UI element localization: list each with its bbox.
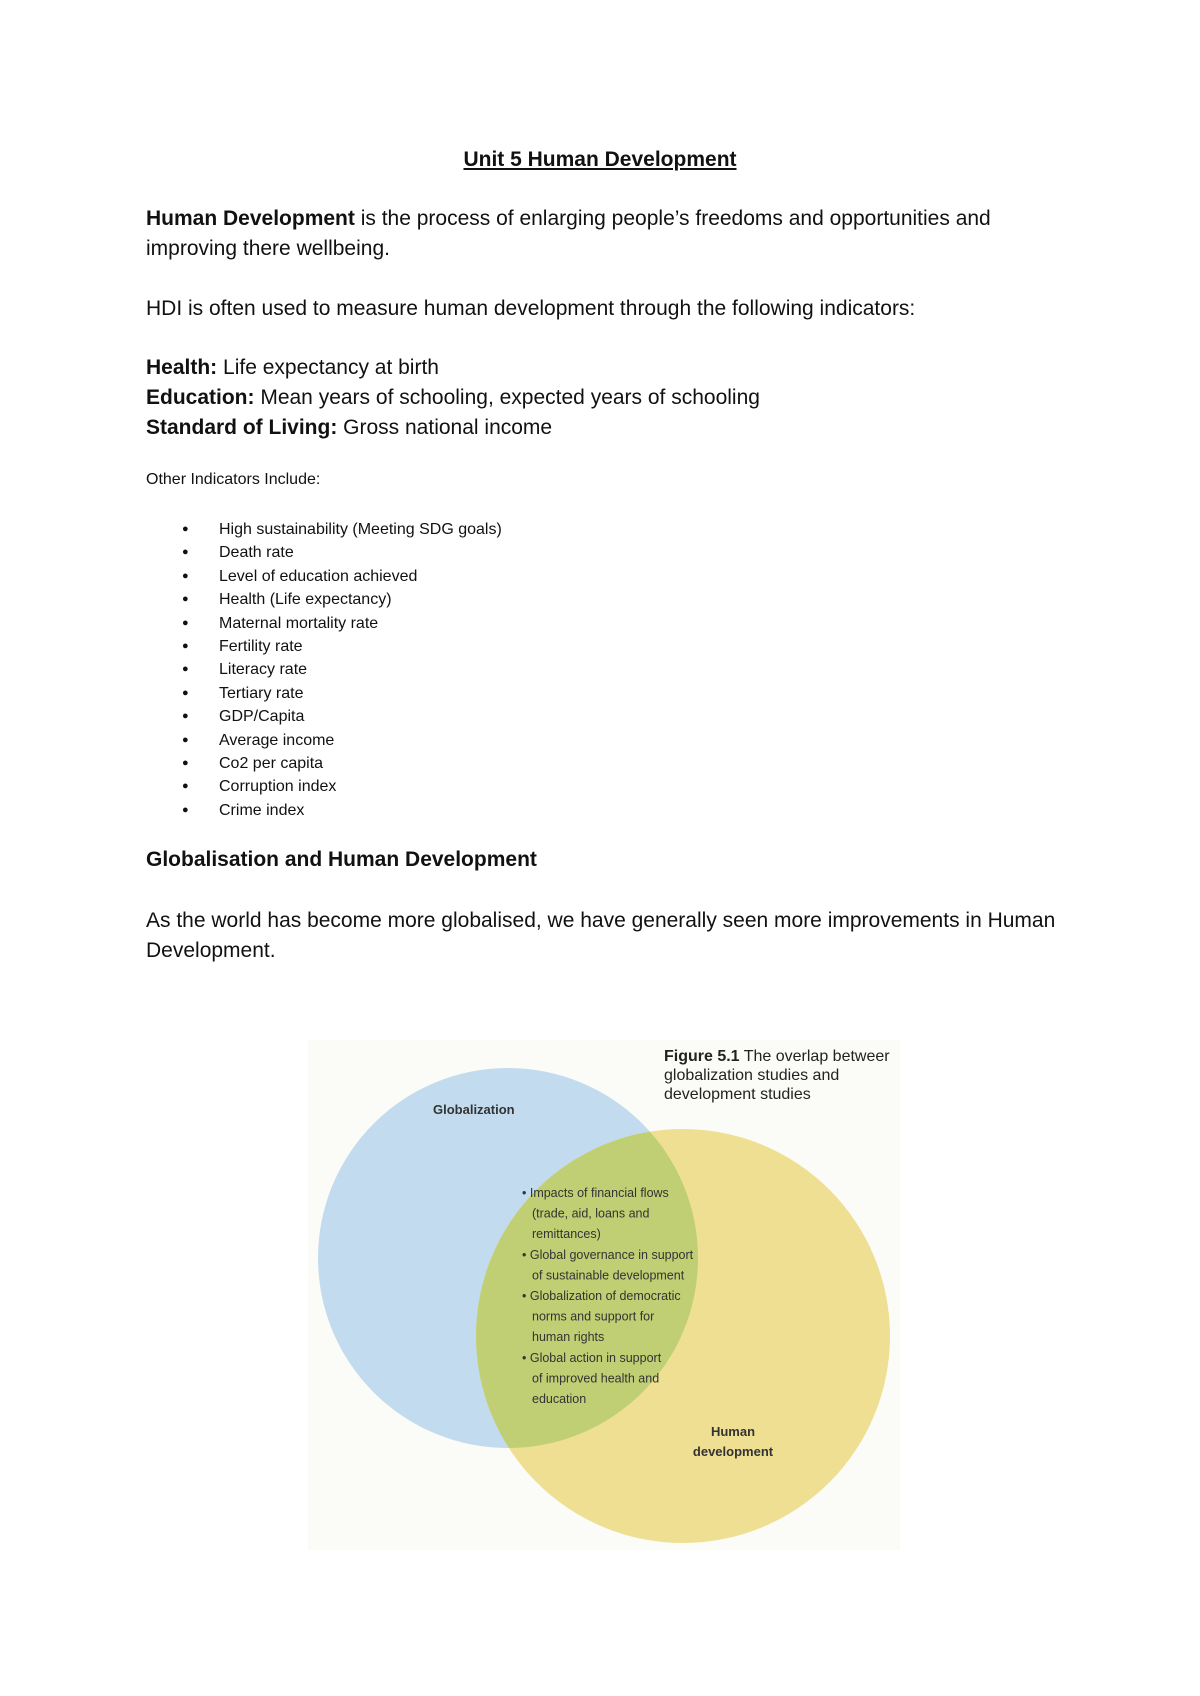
indicator-living	[146, 413, 760, 443]
other-indicators-list	[146, 518, 502, 822]
indicator-health	[146, 353, 760, 383]
figure-caption-line	[664, 1048, 890, 1065]
figure-caption-label: Figure 5.1	[664, 1048, 740, 1065]
section-heading: Globalisation and Human Development	[146, 848, 537, 871]
indicator-label: Health:	[146, 356, 218, 379]
indicator-text: Life expectancy at birth	[217, 356, 439, 379]
venn-figure	[308, 1040, 900, 1550]
definition-term: Human Development	[146, 207, 355, 230]
indicator-text: Mean years of schooling, expected years of schooling	[254, 386, 760, 409]
indicator-label: Education:	[146, 386, 255, 409]
human-development-label: Human	[710, 1424, 756, 1439]
list-item: ● Co2 per capita	[146, 752, 502, 775]
overlap-bullet-line: • Impacts of financial flows	[522, 1186, 669, 1200]
list-item: ● Tertiary rate	[146, 682, 502, 705]
list-item: ● Literacy rate	[146, 658, 502, 681]
list-item: ● High sustainability (Meeting SDG goals)	[146, 518, 502, 541]
list-item: ● Crime index	[146, 799, 502, 822]
list-item: ● GDP/Capita	[146, 705, 502, 728]
overlap-bullet-line: remittances)	[532, 1227, 601, 1242]
figure-caption-text: The overlap betweer	[739, 1048, 890, 1065]
globalization-label: Globalization	[433, 1102, 515, 1117]
definition-text: is the process of enlarging people’s freedoms and opportunities and improving there wellbeing.	[146, 207, 991, 260]
human-development-label: development	[692, 1444, 774, 1459]
overlap-bullet-line: education	[532, 1392, 587, 1406]
page-title: Unit 5 Human Development	[463, 148, 737, 171]
list-item: ● Health (Life expectancy)	[146, 588, 502, 611]
overlap-bullet-line: • Global governance in support	[522, 1247, 694, 1262]
overlap-bullet-line: • Globalization of democratic	[522, 1289, 681, 1303]
list-item: ● Corruption index	[146, 775, 502, 798]
hdi-indicators	[146, 353, 760, 443]
figure-caption-line: development studies	[664, 1086, 811, 1103]
indicator-text: Gross national income	[337, 416, 553, 439]
overlap-bullet-line: of improved health and	[532, 1371, 660, 1386]
definition-paragraph	[146, 204, 1076, 264]
indicator-education	[146, 383, 760, 413]
list-item: ● Death rate	[146, 541, 502, 564]
overlap-bullet-line: human rights	[532, 1330, 605, 1345]
indicator-label: Standard of Living:	[146, 416, 338, 439]
overlap-bullet-line: of sustainable development	[532, 1268, 685, 1283]
overlap-bullet-line: norms and support for	[532, 1309, 655, 1324]
list-item: ● Level of education achieved	[146, 565, 502, 588]
venn-diagram	[308, 1040, 900, 1550]
list-item: ● Average income	[146, 729, 502, 752]
hdi-intro: HDI is often used to measure human development through the following indicators:	[146, 297, 916, 320]
other-indicators-heading: Other Indicators Include:	[146, 471, 321, 488]
list-item: ● Maternal mortality rate	[146, 612, 502, 635]
overlap-bullet-line: • Global action in support	[522, 1350, 662, 1365]
figure-caption-line: globalization studies and	[664, 1067, 840, 1084]
globalisation-paragraph: As the world has become more globalised, we have generally seen more improvements in Human Development.	[146, 909, 1056, 962]
overlap-bullet-line: (trade, aid, loans and	[532, 1206, 650, 1221]
list-item: ● Fertility rate	[146, 635, 502, 658]
